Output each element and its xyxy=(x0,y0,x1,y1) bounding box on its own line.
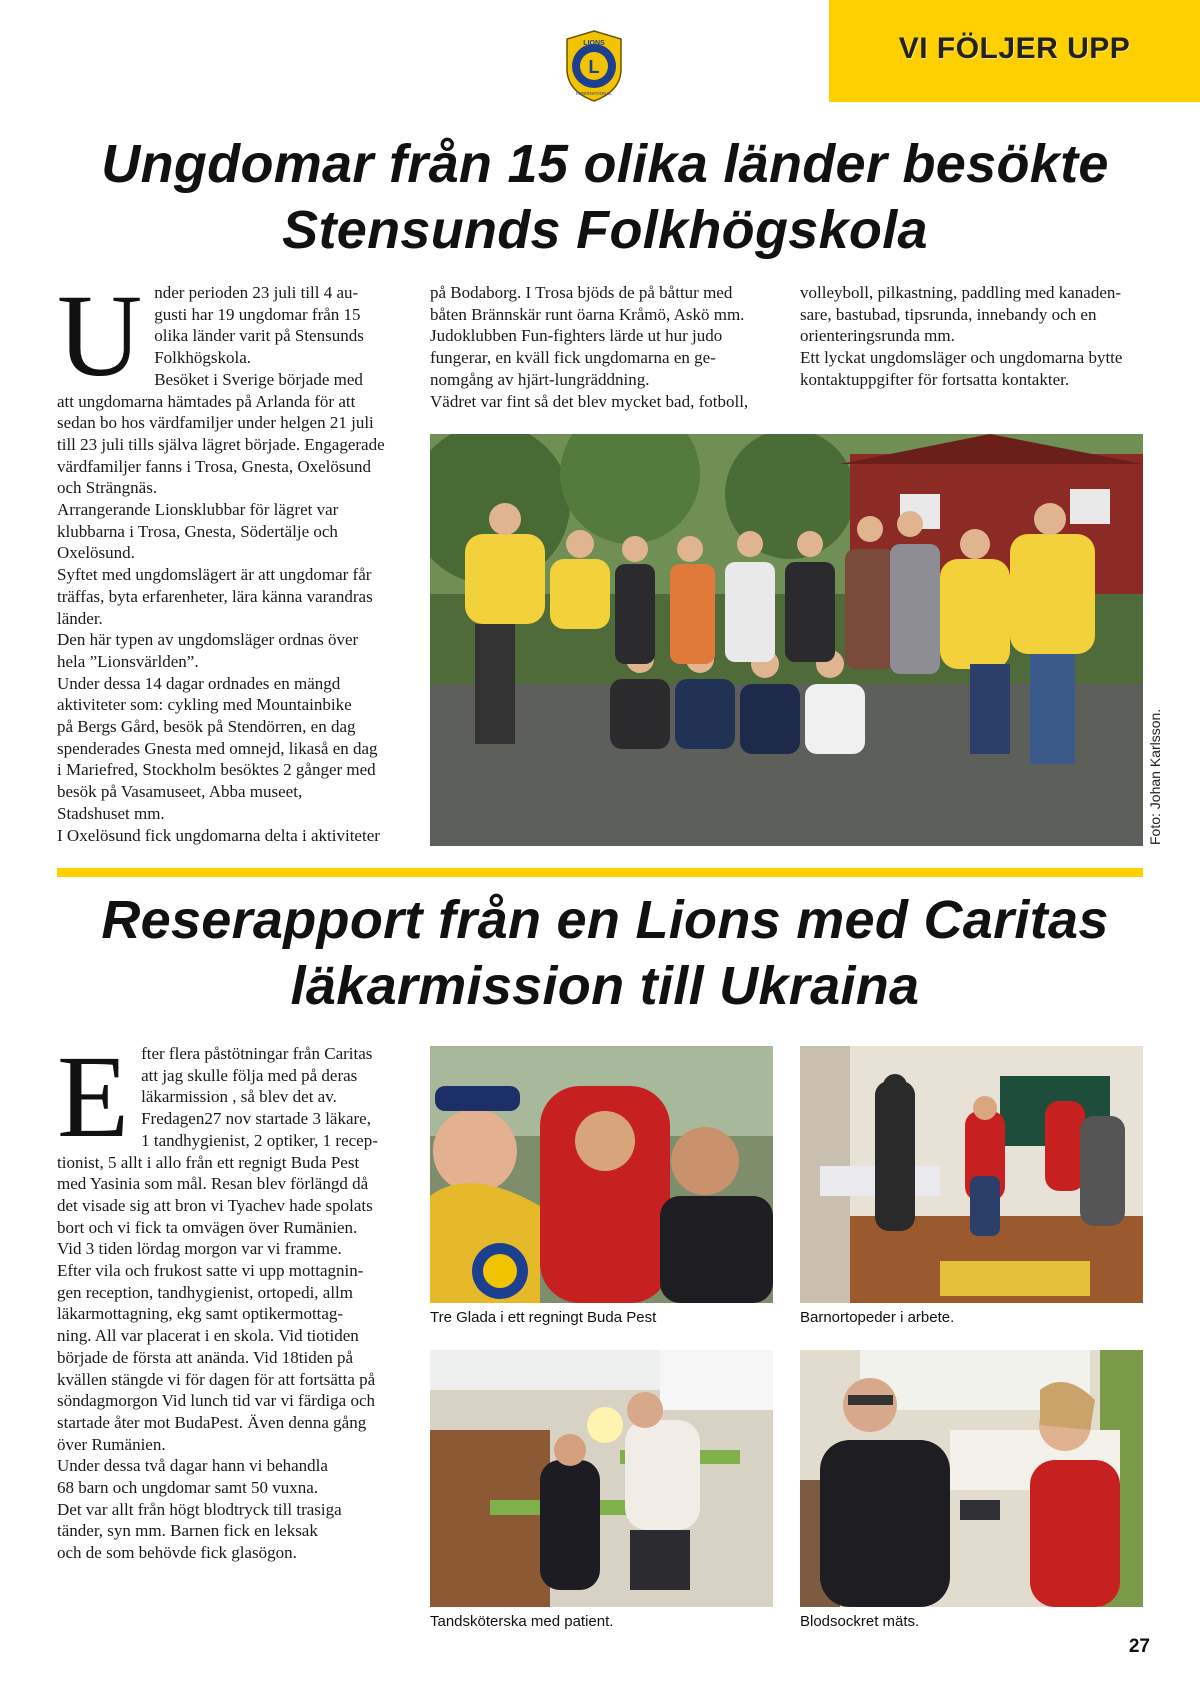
article2-col1-line: läkarmission , så blev det av. xyxy=(141,1087,337,1107)
article1-col1-line: Oxelösund. xyxy=(57,543,135,563)
article2-col1-line: med Yasinia som mål. Resan blev förlängd då xyxy=(57,1174,369,1194)
article1-col2-line: Judoklubben Fun-fighters lärde ut hur judo xyxy=(430,326,723,346)
article1-col3-line: volleyboll, pilkastning, paddling med kanaden- xyxy=(800,283,1122,302)
article2-title-line2: läkarmission till Ukraina xyxy=(290,956,920,1016)
article2-col1-line: fter flera påstötningar från Caritas xyxy=(141,1044,373,1063)
photo-credit: Foto: Johan Karlsson. xyxy=(1147,708,1163,845)
page-number: 27 xyxy=(1128,1636,1150,1657)
article1-headline xyxy=(40,131,1170,263)
article1-col1-line: Arrangerande Lionsklubbar för lägret var xyxy=(57,500,339,520)
caption-orthopedics: Barnortopeder i arbete. xyxy=(800,1309,955,1326)
article2-col1-line: läkarmottagning, ekg samt optikermottag- xyxy=(57,1304,344,1324)
caption-bloodsugar: Blodsockret mäts. xyxy=(800,1613,920,1630)
article1-col3-line: Ett lyckat ungdomsläger och ungdomarna bytte xyxy=(800,348,1123,368)
article2-title-line1: Reserapport från en Lions med Caritas xyxy=(101,890,1109,950)
article2-col1-line: det visade sig att bron vi Tyachev hade spolats xyxy=(57,1195,373,1215)
article1-col1-line: nder perioden 23 juli till 4 au- xyxy=(154,283,359,302)
article2-col1-line: Under dessa två dagar hann vi behandla xyxy=(57,1456,328,1476)
article1-col1-line: besök på Vasamuseet, Abba museet, xyxy=(57,782,303,802)
section-tab-label: VI FÖLJER UPP xyxy=(898,32,1131,65)
caption-selfie: Tre Glada i ett regningt Buda Pest xyxy=(430,1309,657,1326)
article1-col1-line: träffas, byta erfarenheter, lära känna varandras xyxy=(57,586,373,606)
article1-col1-line: till 23 juli tills själva lägret började. Engagerade xyxy=(57,434,385,454)
article1-col1-line: spenderades Gnesta med omnejd, likaså en dag xyxy=(57,738,378,758)
article1-col1-line: länder. xyxy=(57,608,103,628)
article2-col1-line: tänder, syn mm. Barnen fick en leksak xyxy=(57,1521,318,1541)
article1-col1-line: och Strängnäs. xyxy=(57,478,158,498)
section-divider xyxy=(57,868,1143,877)
article1-col1-line: på Bergs Gård, besök på Stendörren, en dag xyxy=(57,717,356,737)
article1-col1-line: sedan bo hos värdfamiljer under helgen 21 juli xyxy=(57,413,374,433)
article2-col1-line: ning. All var placerat i en skola. Vid tiotiden xyxy=(57,1326,359,1346)
article2-col1-line: över Rumänien. xyxy=(57,1434,166,1454)
article1-col1-line: Stadshuset mm. xyxy=(57,803,165,823)
article1-col1-line: olika länder varit på Stensunds xyxy=(154,326,364,346)
article1-col2-line: Vädret var fint så det blev mycket bad, fotboll, xyxy=(430,391,749,411)
selfie-photo xyxy=(430,1046,773,1303)
logo-text-bottom: INTERNATIONAL xyxy=(576,91,612,96)
article2-col1-line: Det var allt från högt blodtryck till trasiga xyxy=(57,1499,342,1519)
section-tab xyxy=(829,0,1200,102)
article1-col2-line: på Bodaborg. I Trosa bjöds de på båttur med xyxy=(430,283,733,302)
article1-column-1 xyxy=(57,270,407,846)
article1-column-3 xyxy=(800,282,1150,391)
bloodsugar-photo xyxy=(800,1350,1143,1607)
article1-col1-line: hela ”Lionsvärlden”. xyxy=(57,651,199,671)
article1-col2-line: fungerar, en kväll fick ungdomarna en ge- xyxy=(430,348,716,368)
article2-column-1 xyxy=(57,1031,412,1564)
article1-col3-line: kontaktuppgifter för fortsatta kontakter. xyxy=(800,369,1070,389)
article2-col1-line: Efter vila och frukost satte vi upp mottagnin- xyxy=(57,1261,364,1281)
article1-col1-line: Besöket i Sverige började med xyxy=(154,369,363,389)
article1-col3-line: sare, bastubad, tipsrunda, innebandy och en xyxy=(800,304,1097,324)
article1-col1-line: att ungdomarna hämtades på Arlanda för att xyxy=(57,391,356,411)
article2-col1-line: bort och vi fick ta omvägen över Rumänien. xyxy=(57,1217,358,1237)
article1-dropcap: U xyxy=(57,270,143,401)
article1-col2-line: båten Brännskär runt öarna Kråmö, Askö mm. xyxy=(430,304,745,324)
article2-col1-line: Fredagen27 nov startade 3 läkare, xyxy=(141,1109,371,1129)
article2-dropcap: E xyxy=(57,1031,130,1162)
caption-dental: Tandsköterska med patient. xyxy=(430,1613,614,1630)
logo-text-top: LIONS xyxy=(583,40,605,47)
article1-col2-line: nomgång av hjärt-lungräddning. xyxy=(430,369,650,389)
article1-col1-line: Folkhögskola. xyxy=(154,348,252,368)
article1-col1-line: i Mariefred, Stockholm besöktes 2 gånger med xyxy=(57,760,376,780)
article1-col1-line: I Oxelösund fick ungdomarna delta i aktiviteter xyxy=(57,825,380,845)
dental-photo xyxy=(430,1350,773,1607)
lions-logo xyxy=(563,29,625,103)
article2-col1-line: 68 barn och ungdomar samt 50 vuxna. xyxy=(57,1478,319,1498)
group-photo xyxy=(430,434,1143,846)
article1-col1-line: Den här typen av ungdomsläger ordnas över xyxy=(57,630,359,650)
article1-col1-line: Syftet med ungdomslägert är att ungdomar får xyxy=(57,565,372,585)
article1-col3-line: orienteringsrunda mm. xyxy=(800,326,955,346)
article2-col1-line: att jag skulle följa med på deras xyxy=(141,1065,358,1085)
article2-col1-line: och de som behövde fick glasögon. xyxy=(57,1543,297,1563)
article2-col1-line: 1 tandhygienist, 2 optiker, 1 recep- xyxy=(141,1130,378,1150)
article1-title-line2: Stensunds Folkhögskola xyxy=(282,200,928,260)
article2-col1-line: Vid 3 tiden lördag morgon var vi framme. xyxy=(57,1239,342,1259)
article1-col1-line: värdfamiljer fanns i Trosa, Gnesta, Oxelösund xyxy=(57,456,371,476)
article2-col1-line: startade åter mot BudaPest. Även denna gång xyxy=(57,1412,367,1432)
article1-column-2 xyxy=(430,282,775,412)
article2-col1-line: kvällen stängde vi för dagen för att fortsätta på xyxy=(57,1369,376,1389)
article1-col1-line: aktiviteter som: cykling med Mountainbike xyxy=(57,695,352,715)
article2-col1-line: tionist, 5 allt i allo från ett regnigt Buda Pest xyxy=(57,1152,360,1172)
orthopedics-photo xyxy=(800,1046,1143,1303)
article2-headline xyxy=(40,887,1170,1019)
article1-col1-line: gusti har 19 ungdomar från 15 xyxy=(154,304,361,324)
article1-title-line1: Ungdomar från 15 olika länder besökte xyxy=(101,134,1109,194)
article1-col1-line: klubbarna i Trosa, Gnesta, Södertälje och xyxy=(57,521,338,541)
article2-col1-line: söndagmorgon Vid lunch tid var vi färdiga och xyxy=(57,1391,375,1411)
article2-col1-line: gen reception, tandhygienist, ortopedi, allm xyxy=(57,1282,354,1302)
article1-col1-line: Under dessa 14 dagar ordnades en mängd xyxy=(57,673,341,693)
article2-col1-line: började de första att anända. Vid 18tiden på xyxy=(57,1347,354,1367)
logo-letter: L xyxy=(588,57,600,77)
